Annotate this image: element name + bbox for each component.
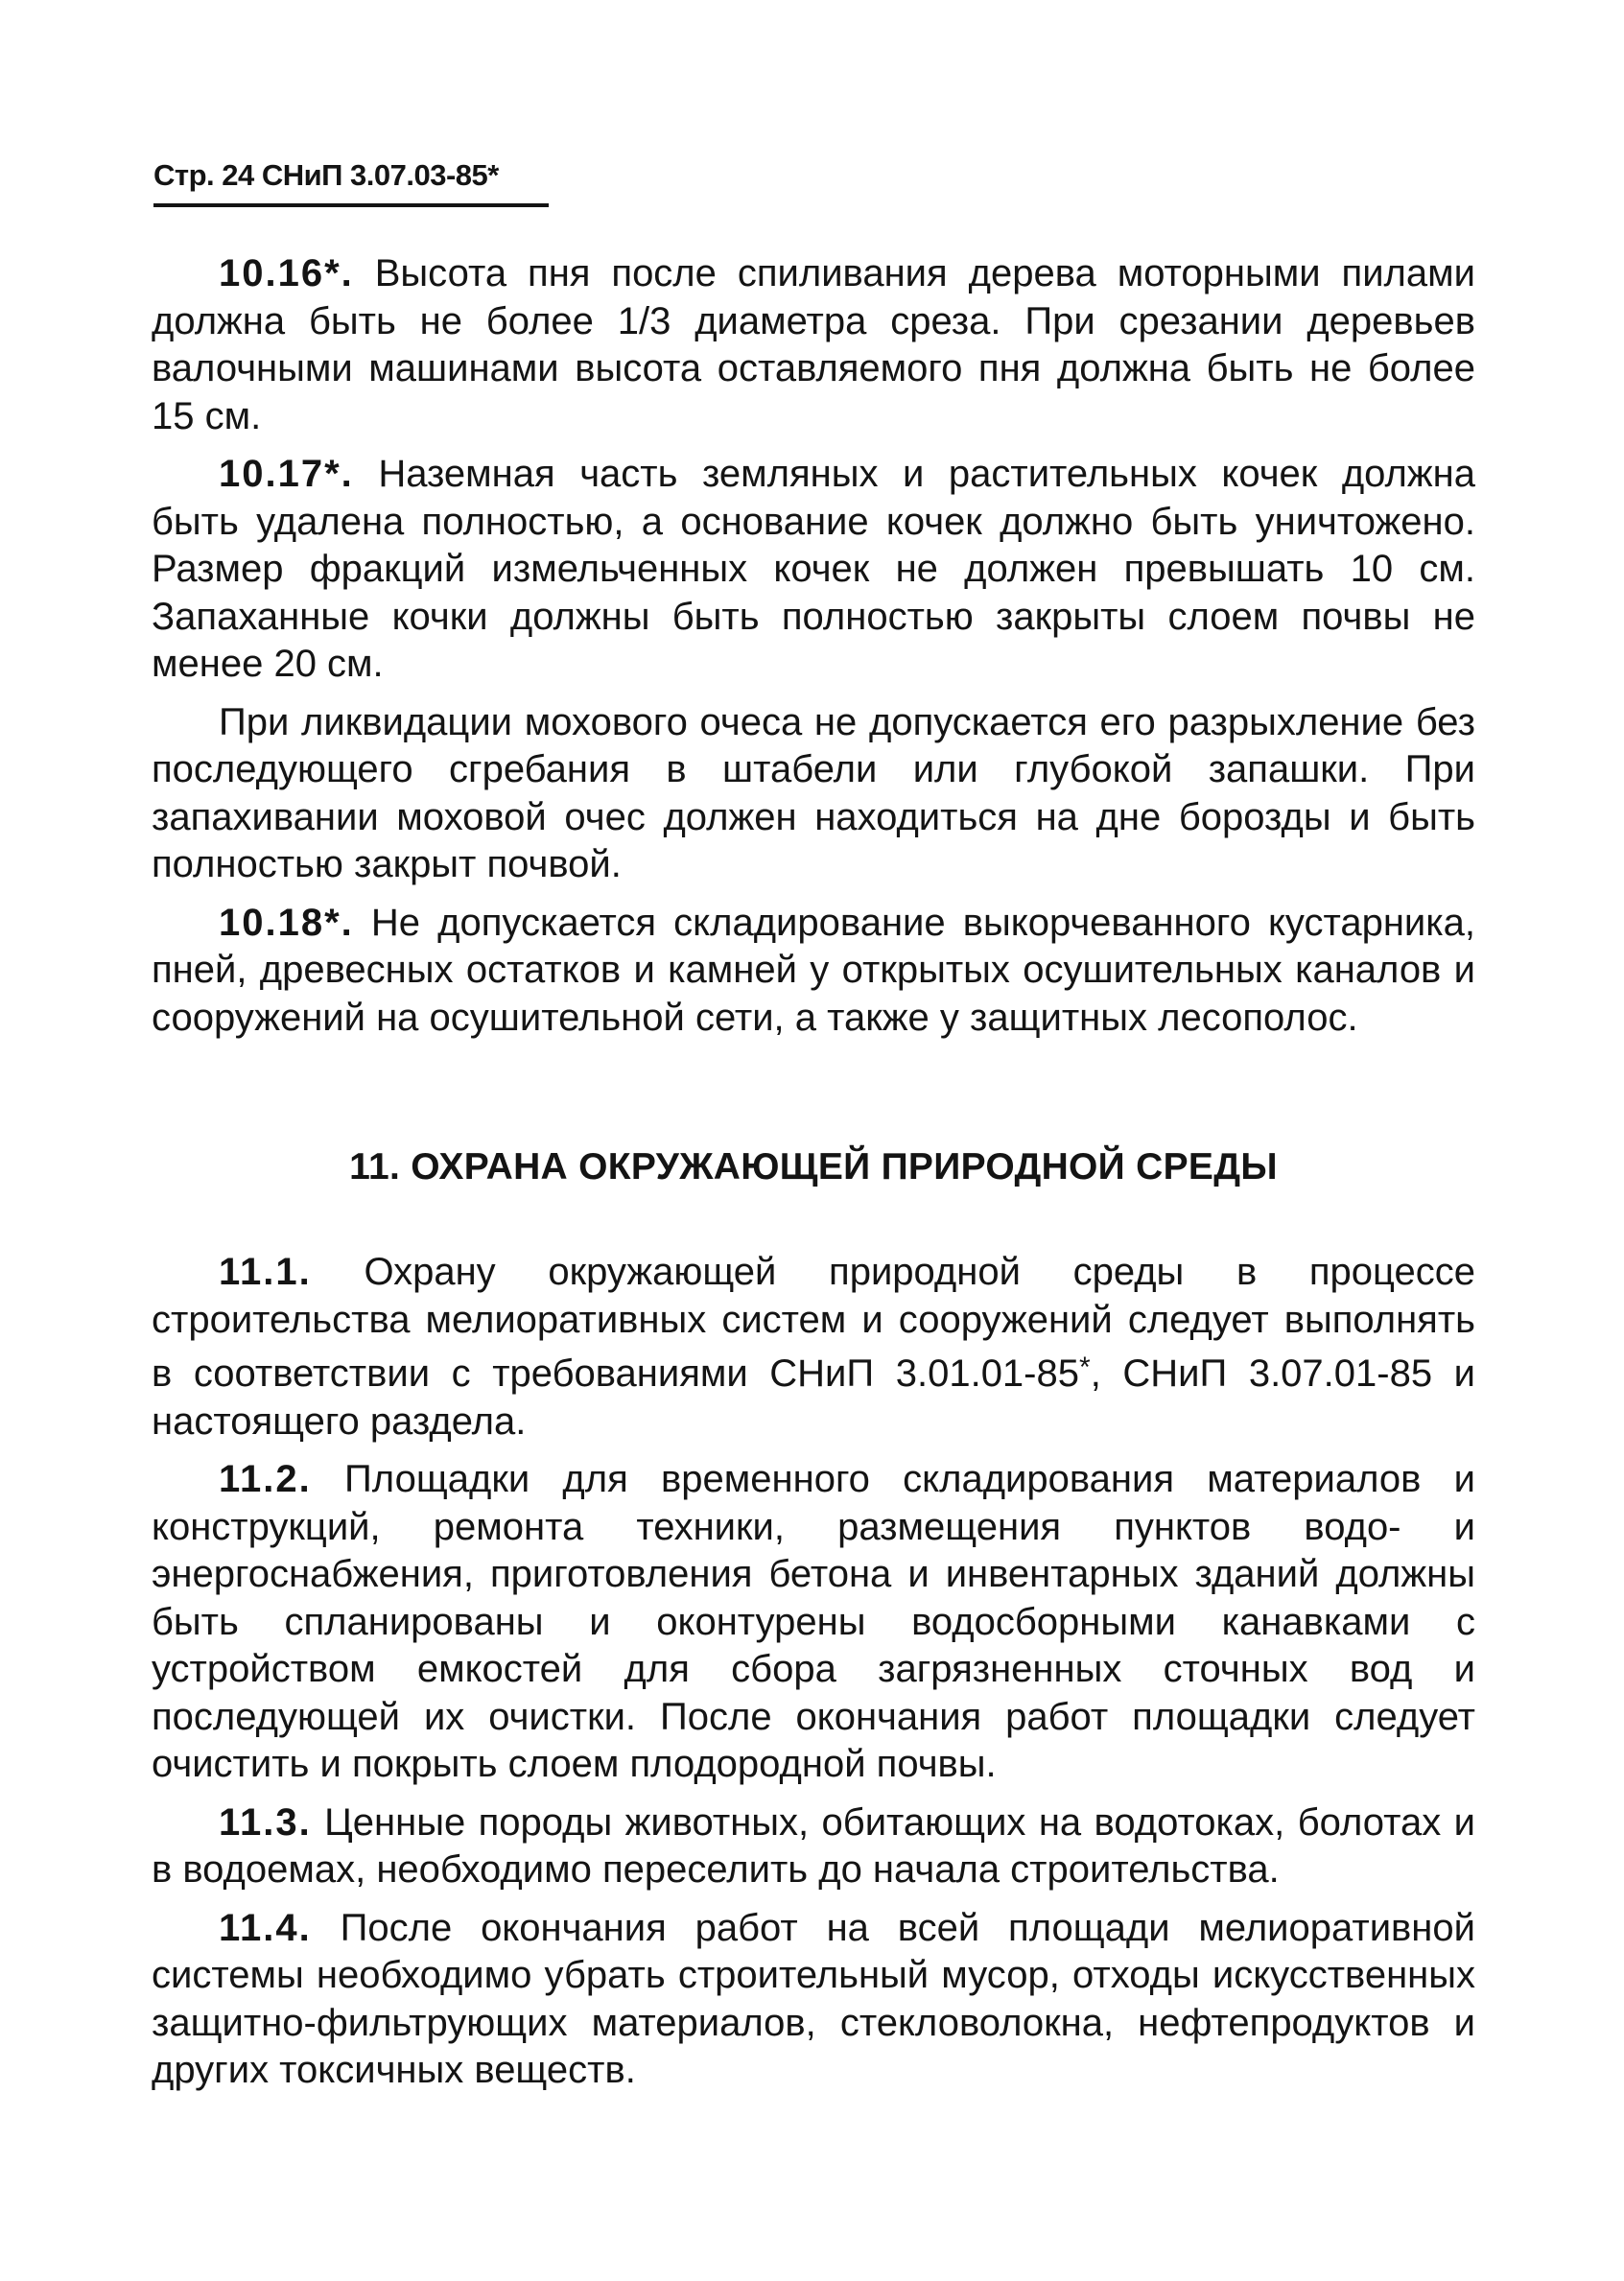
clause-number: 11.3. bbox=[219, 1800, 312, 1844]
clause-number: 10.18*. bbox=[219, 901, 354, 944]
clause-number: 11.2. bbox=[219, 1458, 312, 1500]
clause-text: , СНиП 3.07.01-85 и настоящего раздела. bbox=[152, 1352, 1476, 1443]
clause-11-1 bbox=[152, 1249, 1475, 1446]
clause-number: 10.16*. bbox=[219, 252, 354, 294]
clause-number: 10.17*. bbox=[219, 453, 354, 495]
clause-number: 11.1. bbox=[219, 1251, 312, 1293]
footnote-star: * bbox=[1079, 1352, 1091, 1383]
clause-10-18 bbox=[152, 900, 1475, 1043]
section-title: 11. ОХРАНА ОКРУЖАЮЩЕЙ ПРИРОДНОЙ СРЕДЫ bbox=[349, 1146, 1278, 1188]
clauses-section-11 bbox=[152, 1249, 1475, 2095]
header-rule bbox=[153, 203, 549, 207]
clause-text: После окончания работ на всей площади мелиоративной системы необходимо убрать строительный мусор, отходы искусственных защитно-фильтрующих материалов, стекловолокна, нефтепродуктов и других токсичных веществ. bbox=[152, 1906, 1475, 2091]
clause-10-17 bbox=[152, 451, 1475, 689]
clause-11-3 bbox=[152, 1799, 1475, 1894]
clause-text: Ценные породы животных, обитающих на водотоках, болотах и в водоемах, необходимо переселить до начала строительства. bbox=[152, 1800, 1475, 1891]
clause-10-17-continuation bbox=[152, 699, 1475, 889]
running-head: Стр. 24 СНиП 3.07.03-85* bbox=[153, 158, 499, 192]
clause-10-16 bbox=[152, 250, 1475, 440]
clause-text: Высота пня после спиливания дерева моторными пилами должна быть не более 1/3 диаметра среза. При срезании деревьев валочными машинами высота оставляемого пня должна быть не более 15 см. bbox=[152, 252, 1475, 437]
clause-number: 11.4. bbox=[219, 1906, 312, 1949]
clause-text: Не допускается складирование выкорчеванного кустарника, пней, древесных остатков и камней у открытых осушительных каналов и сооружений на осушительной сети, а также у защитных лесополос. bbox=[152, 901, 1475, 1039]
clause-text: Площадки для временного складирования материалов и конструкций, ремонта техники, размещения пунктов водо- и энергоснабжения, приготовления бетона и инвентарных зданий должны быть спланированы и оконтурены водосборными канавками с устройством емкостей для сбора загрязненных сточных вод и последующей их очистки. После окончания работ площадки следует очистить и покрыть слоем плодородной почвы. bbox=[152, 1458, 1475, 1785]
clause-11-2 bbox=[152, 1456, 1475, 1789]
clause-text: Наземная часть земляных и растительных кочек должна быть удалена полностью, а основание кочек должно быть уничтожено. Размер фракций измельченных кочек не должен превышать 10 см. Запаханные кочки должны быть полностью закрыты слоем почвы не менее 20 см. bbox=[152, 453, 1475, 685]
clauses-section-10 bbox=[152, 250, 1475, 1042]
clause-text: При ликвидации мохового очеса не допускается его разрыхление без последующего сгребания в штабели или глубокой запашки. При запахивании моховой очес должен находиться на дне борозды и быть полностью закрыт почвой. bbox=[152, 700, 1475, 885]
clause-text: Охрану окружающей природной среды в процессе строительства мелиоративных систем и сооружений следует выполнять в соответствии с требованиями СНиП 3.01.01-85 bbox=[152, 1251, 1475, 1395]
clause-11-4 bbox=[152, 1905, 1475, 2095]
